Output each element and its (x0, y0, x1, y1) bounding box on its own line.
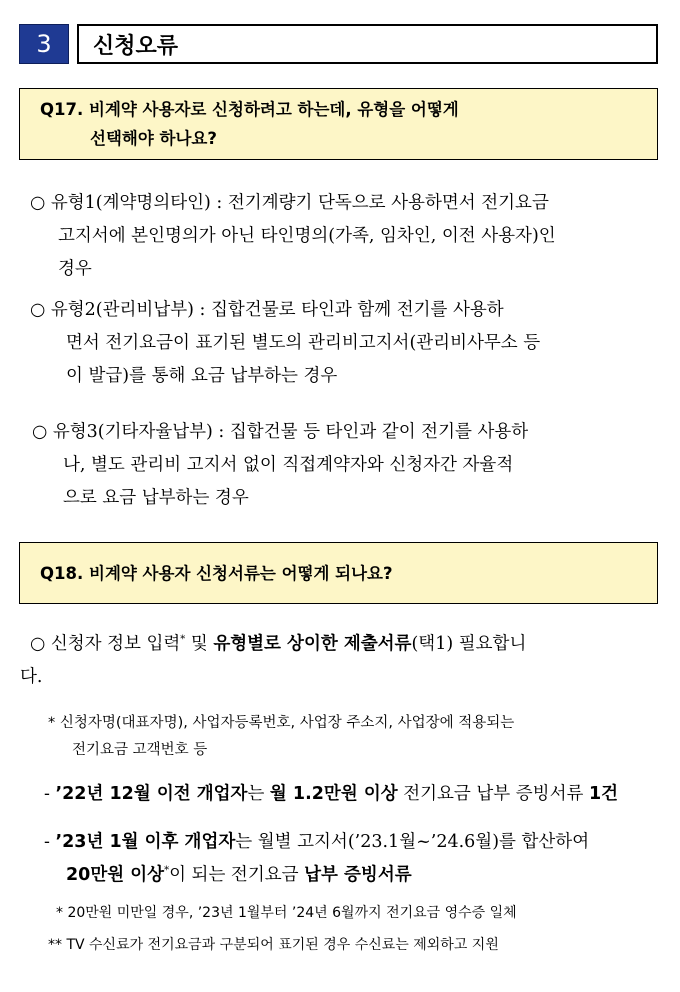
dash2-text1: 는 월별 고지서(’23.1월~’24.6월)를 합산하여 (235, 832, 590, 852)
answer-paragraph (20, 628, 526, 694)
section-number: 3 (19, 24, 69, 64)
answer-sup: * (180, 634, 186, 646)
dash-item-2 (44, 826, 589, 892)
q18-text: Q18. 비계약 사용자 신청서류는 어떻게 되나요? (40, 564, 393, 583)
dash2-text2: 이 되는 전기요금 (169, 865, 305, 885)
type1-line3: 경우 (58, 259, 92, 279)
dash2-sup: * (164, 865, 170, 877)
dash1-text2: 전기요금 납부 증빙서류 (397, 784, 589, 804)
answer-line2: 다. (20, 667, 43, 687)
answer-text-c: (택1) 필요합니 (411, 634, 527, 654)
dash1-prefix: - (44, 784, 56, 804)
dash1-bold2: 월 1.2만원 이상 (269, 784, 398, 804)
q17-line1: Q17. 비계약 사용자로 신청하려고 하는데, 유형을 어떻게 (40, 100, 459, 119)
dash2-bold3: 납부 증빙서류 (304, 865, 412, 885)
answer-text-b: 및 (185, 634, 214, 654)
type3-line3: 으로 요금 납부하는 경우 (63, 488, 249, 508)
question-q18 (19, 542, 658, 604)
dash2-prefix: - (44, 832, 56, 852)
type1-line1: ○ 유형1(계약명의타인) : 전기계량기 단독으로 사용하면서 전기요금 (30, 193, 549, 213)
dash2-line1 (44, 826, 589, 859)
type1-item (30, 187, 556, 286)
note-line1: * 신청자명(대표자명), 사업자등록번호, 사업장 주소지, 사업장에 적용되는 (48, 715, 515, 731)
answer-text-a: ○ 신청자 정보 입력 (30, 634, 181, 654)
answer-note (48, 710, 514, 764)
type2-line3: 이 발급)를 통해 요금 납부하는 경우 (66, 366, 338, 386)
dash2-line2 (44, 859, 589, 892)
q17-line2: 선택해야 하나요? (90, 129, 217, 148)
type2-line2: 면서 전기요금이 표기된 별도의 관리비고지서(관리비사무소 등 (66, 333, 541, 353)
answer-line1 (20, 628, 526, 661)
question-q17 (19, 88, 658, 160)
dash1-bold3: 1건 (588, 784, 619, 804)
type3-item (32, 416, 528, 515)
note-line2: 전기요금 고객번호 등 (72, 742, 208, 758)
type3-line2: 나, 별도 관리비 고지서 없이 직접계약자와 신청자간 자율적 (63, 455, 514, 475)
dash2-bold1: ’23년 1월 이후 개업자 (55, 832, 236, 852)
type2-line1: ○ 유형2(관리비납부) : 집합건물로 타인과 함께 전기를 사용하 (30, 300, 504, 320)
answer-bold: 유형별로 상이한 제출서류 (213, 634, 412, 654)
type2-item (30, 294, 540, 393)
type3-line1: ○ 유형3(기타자율납부) : 집합건물 등 타인과 같이 전기를 사용하 (32, 422, 529, 442)
footnote-1: * 20만원 미만일 경우, ’23년 1월부터 ’24년 6월까지 전기요금 영수증 일체 (56, 905, 517, 921)
type1-line2: 고지서에 본인명의가 아닌 타인명의(가족, 임차인, 이전 사용자)인 (58, 226, 556, 246)
dash2-bold2: 20만원 이상 (66, 865, 165, 885)
dash1-text1: 는 (247, 784, 270, 804)
dash1-bold1: ’22년 12월 이전 개업자 (55, 784, 248, 804)
section-title: 신청오류 (77, 24, 658, 64)
footnote-2: ** TV 수신료가 전기요금과 구분되어 표기된 경우 수신료는 제외하고 지원 (48, 937, 499, 953)
dash-item-1 (44, 778, 618, 811)
